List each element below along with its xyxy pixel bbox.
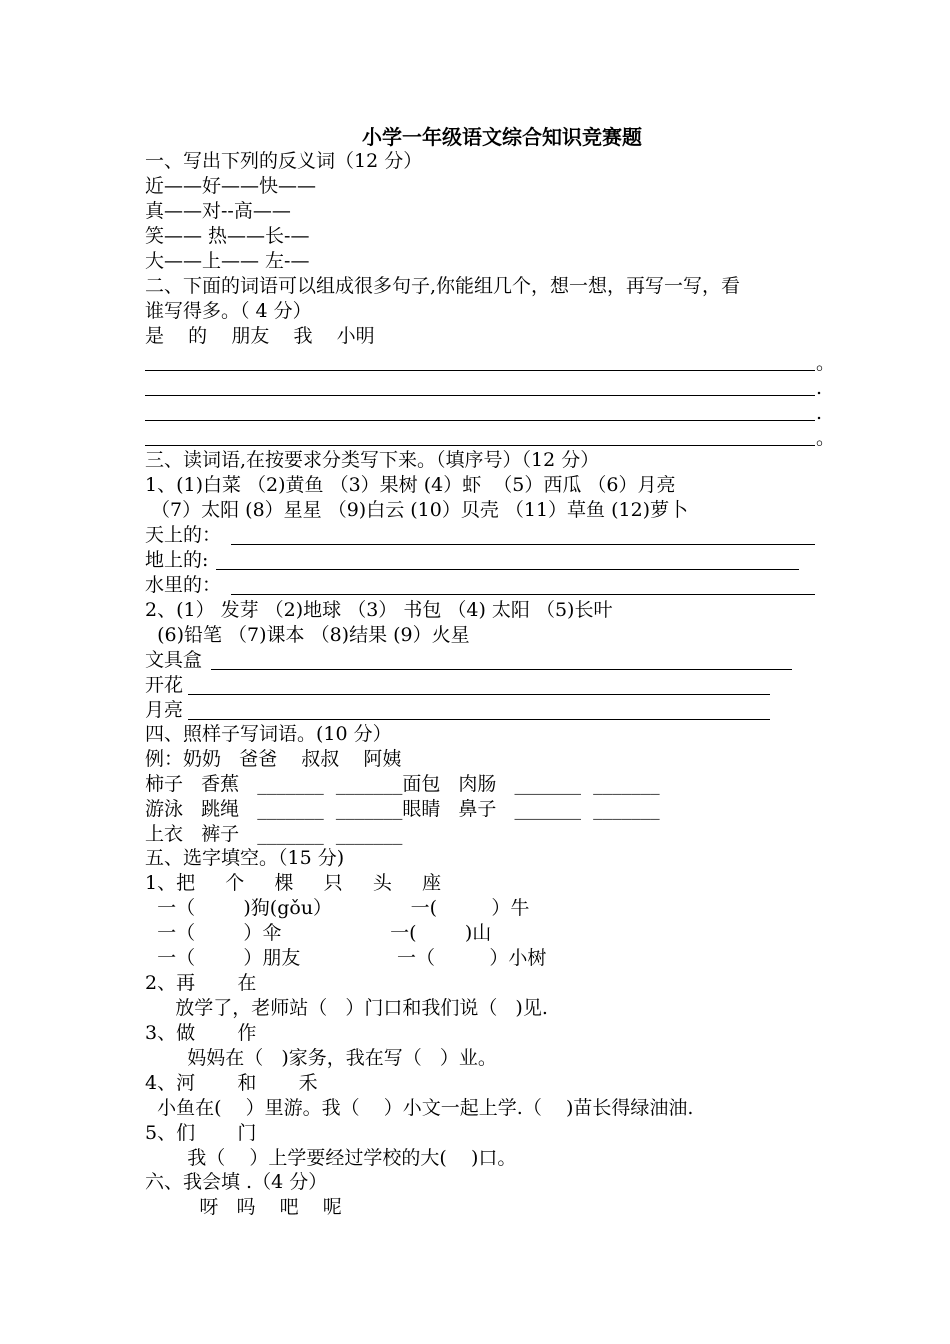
ground-answer-line[interactable]: [216, 569, 799, 570]
page-title: 小学一年级语文综合知识竞赛题: [362, 125, 642, 149]
q1-row-1: 一（ )狗(gǒu） 一( ）牛: [145, 897, 530, 919]
section3-list-2: （7）太阳 (8）星星 （9)白云 (10）贝壳 （11）草鱼 (12)萝卜: [145, 499, 689, 521]
q1-row-2: 一（ ）伞 一( )山: [145, 922, 492, 944]
q5-sentence: 我（ ）上学要经过学校的大( )口。: [145, 1147, 517, 1169]
q4-options: 4、河 和 禾: [145, 1072, 318, 1094]
answer-line-2-end: .: [816, 377, 823, 399]
q2-sentence: 放学了，老师站（ ）门口和我们说（ )见.: [145, 997, 548, 1019]
answer-line-4-end: 。: [816, 427, 836, 449]
moon-answer-line[interactable]: [188, 719, 770, 720]
q2-options: 2、再 在: [145, 972, 257, 994]
pencil-box-label: 文具盒: [145, 649, 203, 671]
answer-line-1-end: 。: [816, 352, 836, 374]
answer-line-4[interactable]: [145, 445, 815, 446]
section3-heading: 三、读词语,在按要求分类写下来。（填序号）（12 分）: [145, 449, 600, 471]
answer-line-1[interactable]: [145, 370, 815, 371]
antonym-line-2: 真——对--高——: [145, 200, 291, 222]
section5-heading: 五、选字填空。（15 分): [145, 847, 345, 869]
section4-row-2: 游泳 跳绳 _______ _______眼睛 鼻子 _______ _______: [145, 798, 660, 820]
section4-row-3: 上衣 裤子 _______ _______: [145, 823, 403, 845]
ground-label: 地上的:: [145, 549, 209, 571]
section2-words: 是 的 朋友 我 小明: [145, 325, 375, 347]
q1-options: 1、把 个 棵 只 头 座: [145, 872, 442, 894]
antonym-line-1: 近——好——快——: [145, 175, 317, 197]
section6-words: 呀 吗 吧 呢: [145, 1196, 342, 1218]
q3-options: 3、做 作: [145, 1022, 257, 1044]
section2-heading: 二、下面的词语可以组成很多句子,你能组几个，想一想，再写一写，看: [145, 275, 741, 297]
sky-label: 天上的：: [145, 524, 222, 546]
section1-heading: 一、写出下列的反义词（12 分）: [145, 150, 423, 172]
answer-line-3[interactable]: [145, 420, 815, 421]
section6-heading: 六、我会填 .（4 分）: [145, 1171, 328, 1193]
answer-line-2[interactable]: [145, 395, 815, 396]
sky-answer-line[interactable]: [231, 544, 815, 545]
bloom-answer-line[interactable]: [188, 694, 770, 695]
section4-heading: 四、照样子写词语。(10 分）: [145, 723, 392, 745]
section4-example: 例：奶奶 爸爸 叔叔 阿姨: [145, 748, 402, 770]
bloom-label: 开花: [145, 674, 184, 696]
moon-label: 月亮: [145, 699, 184, 721]
section4-row-1: 柿子 香蕉 _______ _______面包 肉肠 _______ _______: [145, 773, 660, 795]
antonym-line-3: 笑—— 热——长-—: [145, 225, 310, 247]
section3-list-1: 1、(1)白菜 （2)黄鱼 （3）果树 (4）虾 （5）西瓜 （6）月亮: [145, 474, 676, 496]
q4-sentence: 小鱼在( ）里游。我（ ）小文一起上学.（ )苗长得绿油油.: [145, 1097, 694, 1119]
water-answer-line[interactable]: [231, 594, 815, 595]
pencil-box-answer-line[interactable]: [211, 669, 792, 670]
answer-line-3-end: .: [816, 402, 823, 424]
q3-sentence: 妈妈在（ )家务，我在写（ ）业。: [145, 1047, 497, 1069]
section3-list-4: (6)铅笔 （7)课本 （8)结果 (9）火星: [145, 624, 470, 646]
q1-row-3: 一（ ）朋友 一（ ）小树: [145, 947, 547, 969]
q5-options: 5、们 门: [145, 1122, 257, 1144]
section2-heading-cont: 谁写得多。（ 4 分）: [145, 300, 312, 322]
section3-list-3: 2、(1） 发芽 （2)地球 （3） 书包 （4) 太阳 （5)长叶: [145, 599, 613, 621]
water-label: 水里的：: [145, 574, 222, 596]
antonym-line-4: 大——上—— 左-—: [145, 250, 310, 272]
